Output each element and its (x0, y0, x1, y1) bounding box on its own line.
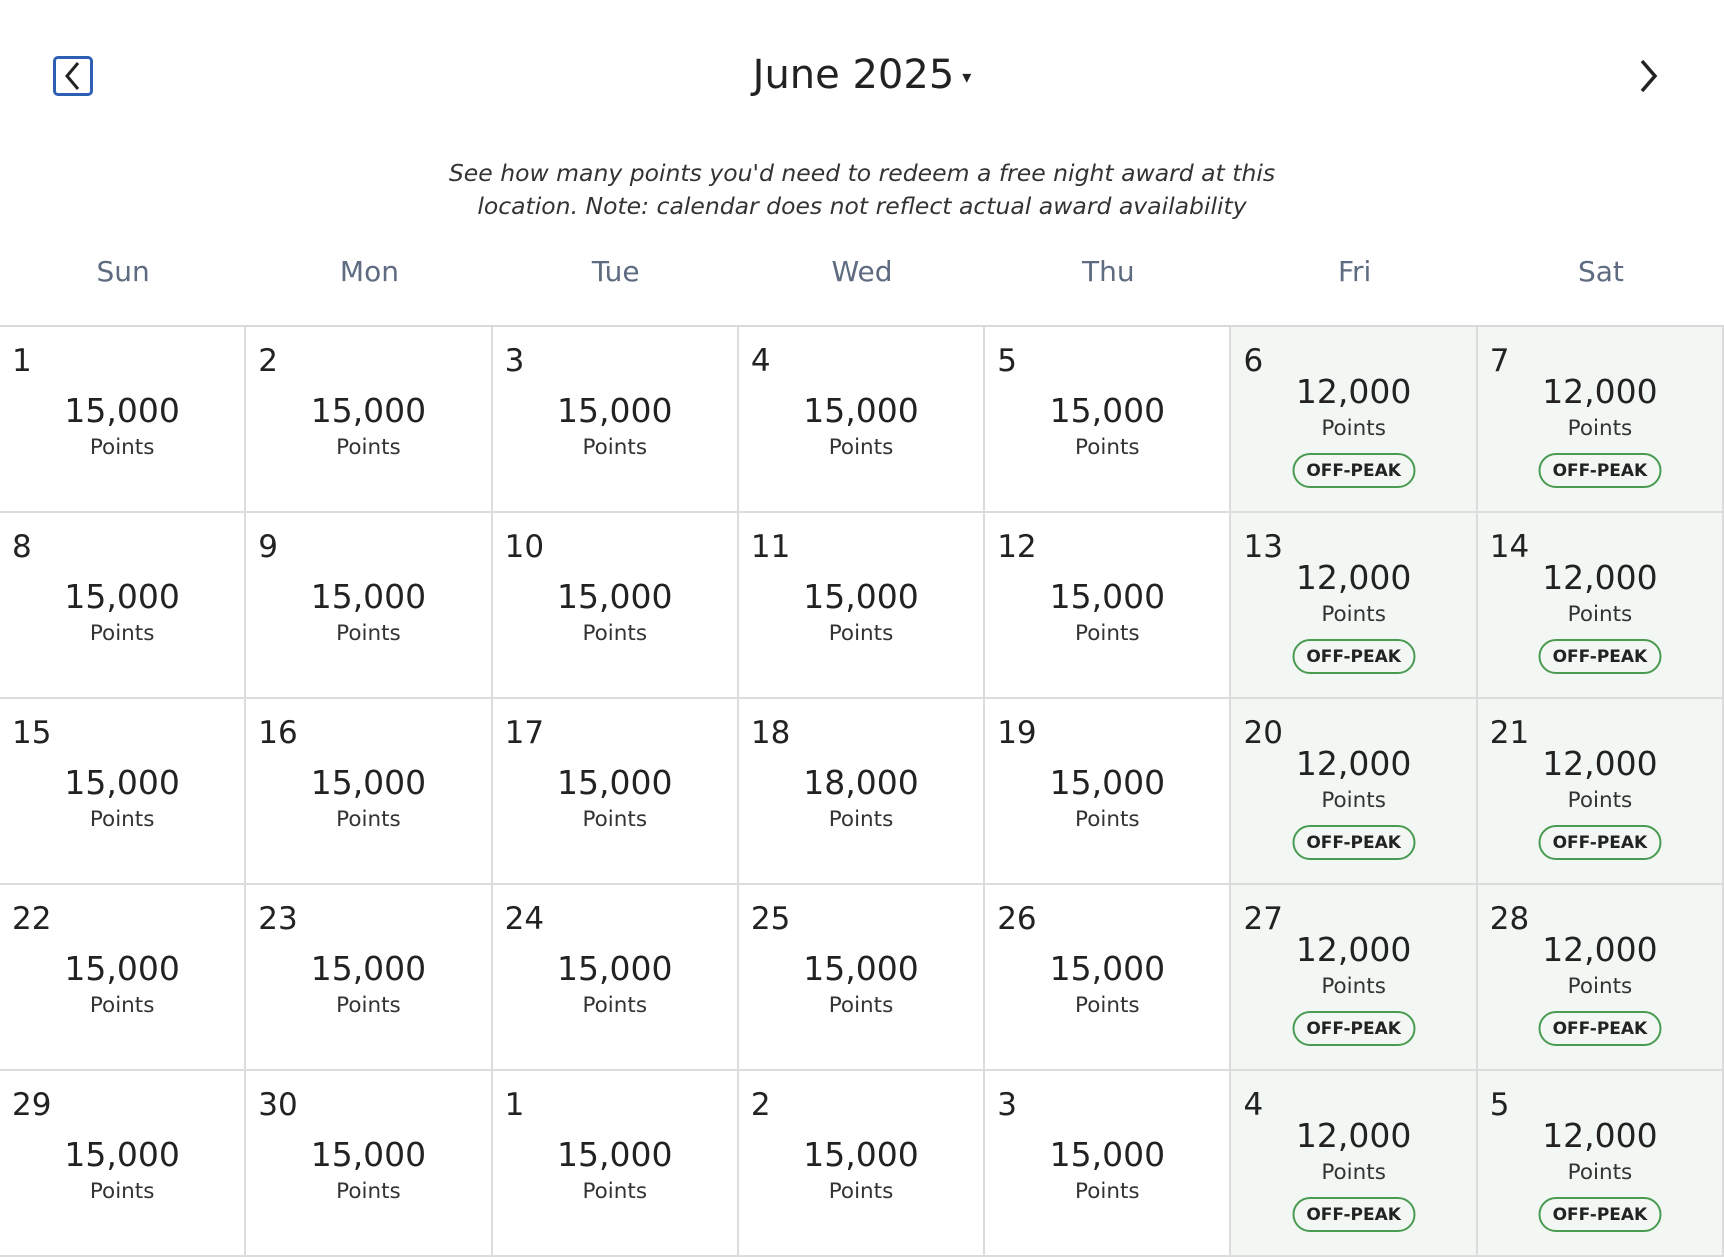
day-number: 8 (12, 529, 32, 565)
month-title: June 2025 (752, 52, 955, 98)
points-label: Points (828, 435, 894, 460)
day-number: 4 (750, 343, 771, 379)
calendar-day-cell[interactable] (0, 513, 246, 699)
points-value: 15,000 (310, 577, 427, 616)
points-label: Points (1075, 807, 1140, 832)
day-number: 29 (12, 1087, 52, 1123)
day-number: 4 (1243, 1087, 1264, 1123)
off-peak-badge: OFF-PEAK (1292, 453, 1415, 488)
calendar-day-cell[interactable] (1231, 699, 1477, 885)
points-value: 15,000 (1049, 949, 1166, 988)
calendar-day-cell[interactable] (985, 885, 1231, 1071)
day-number: 21 (1489, 715, 1530, 751)
calendar-day-cell[interactable] (985, 513, 1231, 699)
day-number: 6 (1243, 343, 1264, 379)
calendar-day-cell[interactable] (0, 699, 246, 885)
points-label: Points (1567, 788, 1633, 813)
points-value: 15,000 (1049, 391, 1166, 430)
weekday-wed: Wed (831, 255, 893, 288)
caret-down-icon[interactable]: ▾ (962, 66, 972, 88)
points-value: 12,000 (1542, 744, 1658, 783)
day-number: 2 (750, 1087, 771, 1123)
calendar-day-cell[interactable] (246, 327, 492, 513)
points-label: Points (89, 621, 155, 646)
calendar-day-cell[interactable] (493, 885, 739, 1071)
weekday-sun: Sun (96, 255, 150, 288)
day-number: 2 (258, 343, 279, 379)
day-number: 7 (1489, 343, 1510, 379)
points-value: 12,000 (1542, 558, 1658, 597)
points-label: Points (1567, 416, 1633, 441)
calendar-day-cell[interactable] (246, 885, 492, 1071)
points-label: Points (1321, 602, 1386, 627)
day-number: 5 (997, 343, 1017, 379)
off-peak-badge: OFF-PEAK (1292, 1011, 1415, 1046)
points-value: 15,000 (64, 763, 180, 802)
day-number: 1 (504, 1087, 525, 1123)
points-label: Points (336, 621, 401, 646)
points-label: Points (1321, 1160, 1386, 1185)
calendar-day-cell[interactable] (739, 1071, 985, 1257)
points-label: Points (1321, 788, 1386, 813)
calendar-day-cell[interactable] (0, 327, 246, 513)
points-label: Points (582, 621, 648, 646)
points-value: 15,000 (310, 1135, 427, 1174)
calendar-day-cell[interactable] (493, 513, 739, 699)
weekday-thu: Thu (1082, 255, 1135, 288)
off-peak-badge: OFF-PEAK (1538, 453, 1661, 488)
day-number: 10 (504, 529, 545, 565)
day-number: 5 (1489, 1087, 1510, 1123)
points-label: Points (1567, 1160, 1633, 1185)
calendar-day-cell[interactable] (493, 1071, 739, 1257)
calendar-day-cell[interactable] (1231, 1071, 1477, 1257)
points-value: 15,000 (310, 391, 427, 430)
points-label: Points (1321, 416, 1386, 441)
points-label: Points (89, 993, 155, 1018)
points-value: 15,000 (64, 949, 180, 988)
points-label: Points (336, 435, 401, 460)
day-number: 1 (12, 343, 32, 379)
calendar-day-cell[interactable] (1478, 699, 1724, 885)
day-number: 3 (997, 1087, 1017, 1123)
calendar-day-cell[interactable] (739, 699, 985, 885)
points-value: 12,000 (1295, 1116, 1412, 1155)
off-peak-badge: OFF-PEAK (1538, 825, 1661, 860)
points-value: 15,000 (803, 577, 919, 616)
day-number: 19 (997, 715, 1037, 751)
points-value: 18,000 (803, 763, 919, 802)
day-number: 18 (750, 715, 791, 751)
points-value: 12,000 (1542, 1116, 1658, 1155)
points-value: 15,000 (803, 949, 919, 988)
off-peak-badge: OFF-PEAK (1538, 639, 1661, 674)
points-label: Points (336, 993, 401, 1018)
calendar-day-cell[interactable] (493, 327, 739, 513)
chevron-right-icon (1636, 58, 1660, 94)
points-label: Points (828, 993, 894, 1018)
points-value: 12,000 (1542, 372, 1658, 411)
points-value: 12,000 (1295, 558, 1412, 597)
calendar-day-cell[interactable] (739, 513, 985, 699)
day-number: 13 (1243, 529, 1283, 565)
points-label: Points (1075, 621, 1140, 646)
points-value: 15,000 (310, 949, 427, 988)
points-label: Points (1567, 974, 1633, 999)
calendar-day-cell[interactable] (246, 1071, 492, 1257)
day-number: 24 (504, 901, 545, 937)
note-line-1: See how many points you'd need to redeem a free night award at this (448, 159, 1276, 187)
day-number: 17 (504, 715, 545, 751)
calendar-day-cell[interactable] (1478, 327, 1724, 513)
weekday-fri: Fri (1337, 255, 1372, 288)
points-value: 12,000 (1295, 930, 1412, 969)
day-number: 30 (258, 1087, 298, 1123)
day-number: 15 (12, 715, 52, 751)
note-line-2: location. Note: calendar does not reflect actual award availability (477, 192, 1247, 220)
day-number: 25 (750, 901, 791, 937)
points-label: Points (336, 1179, 401, 1204)
calendar-day-cell[interactable] (1478, 1071, 1724, 1257)
calendar-day-cell[interactable] (1231, 885, 1477, 1071)
calendar-day-cell[interactable] (246, 699, 492, 885)
points-value: 15,000 (310, 763, 427, 802)
points-label: Points (1075, 435, 1140, 460)
points-value: 12,000 (1295, 372, 1412, 411)
calendar-day-cell[interactable] (1231, 327, 1477, 513)
weekday-tue: Tue (591, 255, 640, 288)
calendar-grid (0, 325, 1724, 1257)
day-number: 20 (1243, 715, 1283, 751)
calendar-day-cell[interactable] (985, 327, 1231, 513)
points-value: 15,000 (1049, 1135, 1166, 1174)
points-label: Points (582, 807, 648, 832)
points-value: 12,000 (1295, 744, 1412, 783)
points-value: 15,000 (803, 1135, 919, 1174)
points-label: Points (828, 807, 894, 832)
points-value: 15,000 (557, 763, 673, 802)
day-number: 28 (1489, 901, 1530, 937)
points-value: 15,000 (64, 1135, 180, 1174)
points-value: 12,000 (1542, 930, 1658, 969)
calendar-day-cell[interactable] (1478, 513, 1724, 699)
calendar-day-cell[interactable] (1478, 885, 1724, 1071)
points-value: 15,000 (557, 1135, 673, 1174)
day-number: 16 (258, 715, 298, 751)
points-label: Points (1321, 974, 1386, 999)
off-peak-badge: OFF-PEAK (1538, 1197, 1661, 1232)
points-label: Points (89, 435, 155, 460)
day-number: 3 (504, 343, 525, 379)
weekday-header (0, 255, 1724, 288)
day-number: 26 (997, 901, 1037, 937)
calendar-day-cell[interactable] (246, 513, 492, 699)
points-label: Points (582, 993, 648, 1018)
calendar-day-cell[interactable] (739, 885, 985, 1071)
day-number: 11 (750, 529, 791, 565)
points-label: Points (828, 621, 894, 646)
points-label: Points (89, 807, 155, 832)
calendar-day-cell[interactable] (985, 699, 1231, 885)
points-label: Points (1567, 602, 1633, 627)
award-note (0, 157, 1724, 223)
points-label: Points (336, 807, 401, 832)
month-selector[interactable] (0, 52, 1724, 98)
day-number: 22 (12, 901, 52, 937)
off-peak-badge: OFF-PEAK (1292, 1197, 1415, 1232)
next-month-button[interactable] (1628, 56, 1668, 96)
points-value: 15,000 (64, 577, 180, 616)
calendar-day-cell[interactable] (985, 1071, 1231, 1257)
day-number: 12 (997, 529, 1037, 565)
off-peak-badge: OFF-PEAK (1292, 639, 1415, 674)
calendar-day-cell[interactable] (0, 885, 246, 1071)
day-number: 27 (1243, 901, 1283, 937)
points-label: Points (1075, 993, 1140, 1018)
day-number: 23 (258, 901, 298, 937)
day-number: 9 (258, 529, 279, 565)
weekday-mon: Mon (339, 255, 399, 288)
calendar-day-cell[interactable] (1231, 513, 1477, 699)
points-label: Points (89, 1179, 155, 1204)
points-value: 15,000 (803, 391, 919, 430)
points-value: 15,000 (557, 391, 673, 430)
weekday-sat: Sat (1577, 255, 1624, 288)
points-value: 15,000 (557, 577, 673, 616)
points-label: Points (582, 1179, 648, 1204)
points-value: 15,000 (557, 949, 673, 988)
points-value: 15,000 (64, 391, 180, 430)
points-value: 15,000 (1049, 577, 1166, 616)
points-label: Points (828, 1179, 894, 1204)
points-label: Points (582, 435, 648, 460)
off-peak-badge: OFF-PEAK (1292, 825, 1415, 860)
points-value: 15,000 (1049, 763, 1166, 802)
off-peak-badge: OFF-PEAK (1538, 1011, 1661, 1046)
calendar-day-cell[interactable] (0, 1071, 246, 1257)
calendar-day-cell[interactable] (739, 327, 985, 513)
day-number: 14 (1489, 529, 1530, 565)
points-label: Points (1075, 1179, 1140, 1204)
calendar-day-cell[interactable] (493, 699, 739, 885)
